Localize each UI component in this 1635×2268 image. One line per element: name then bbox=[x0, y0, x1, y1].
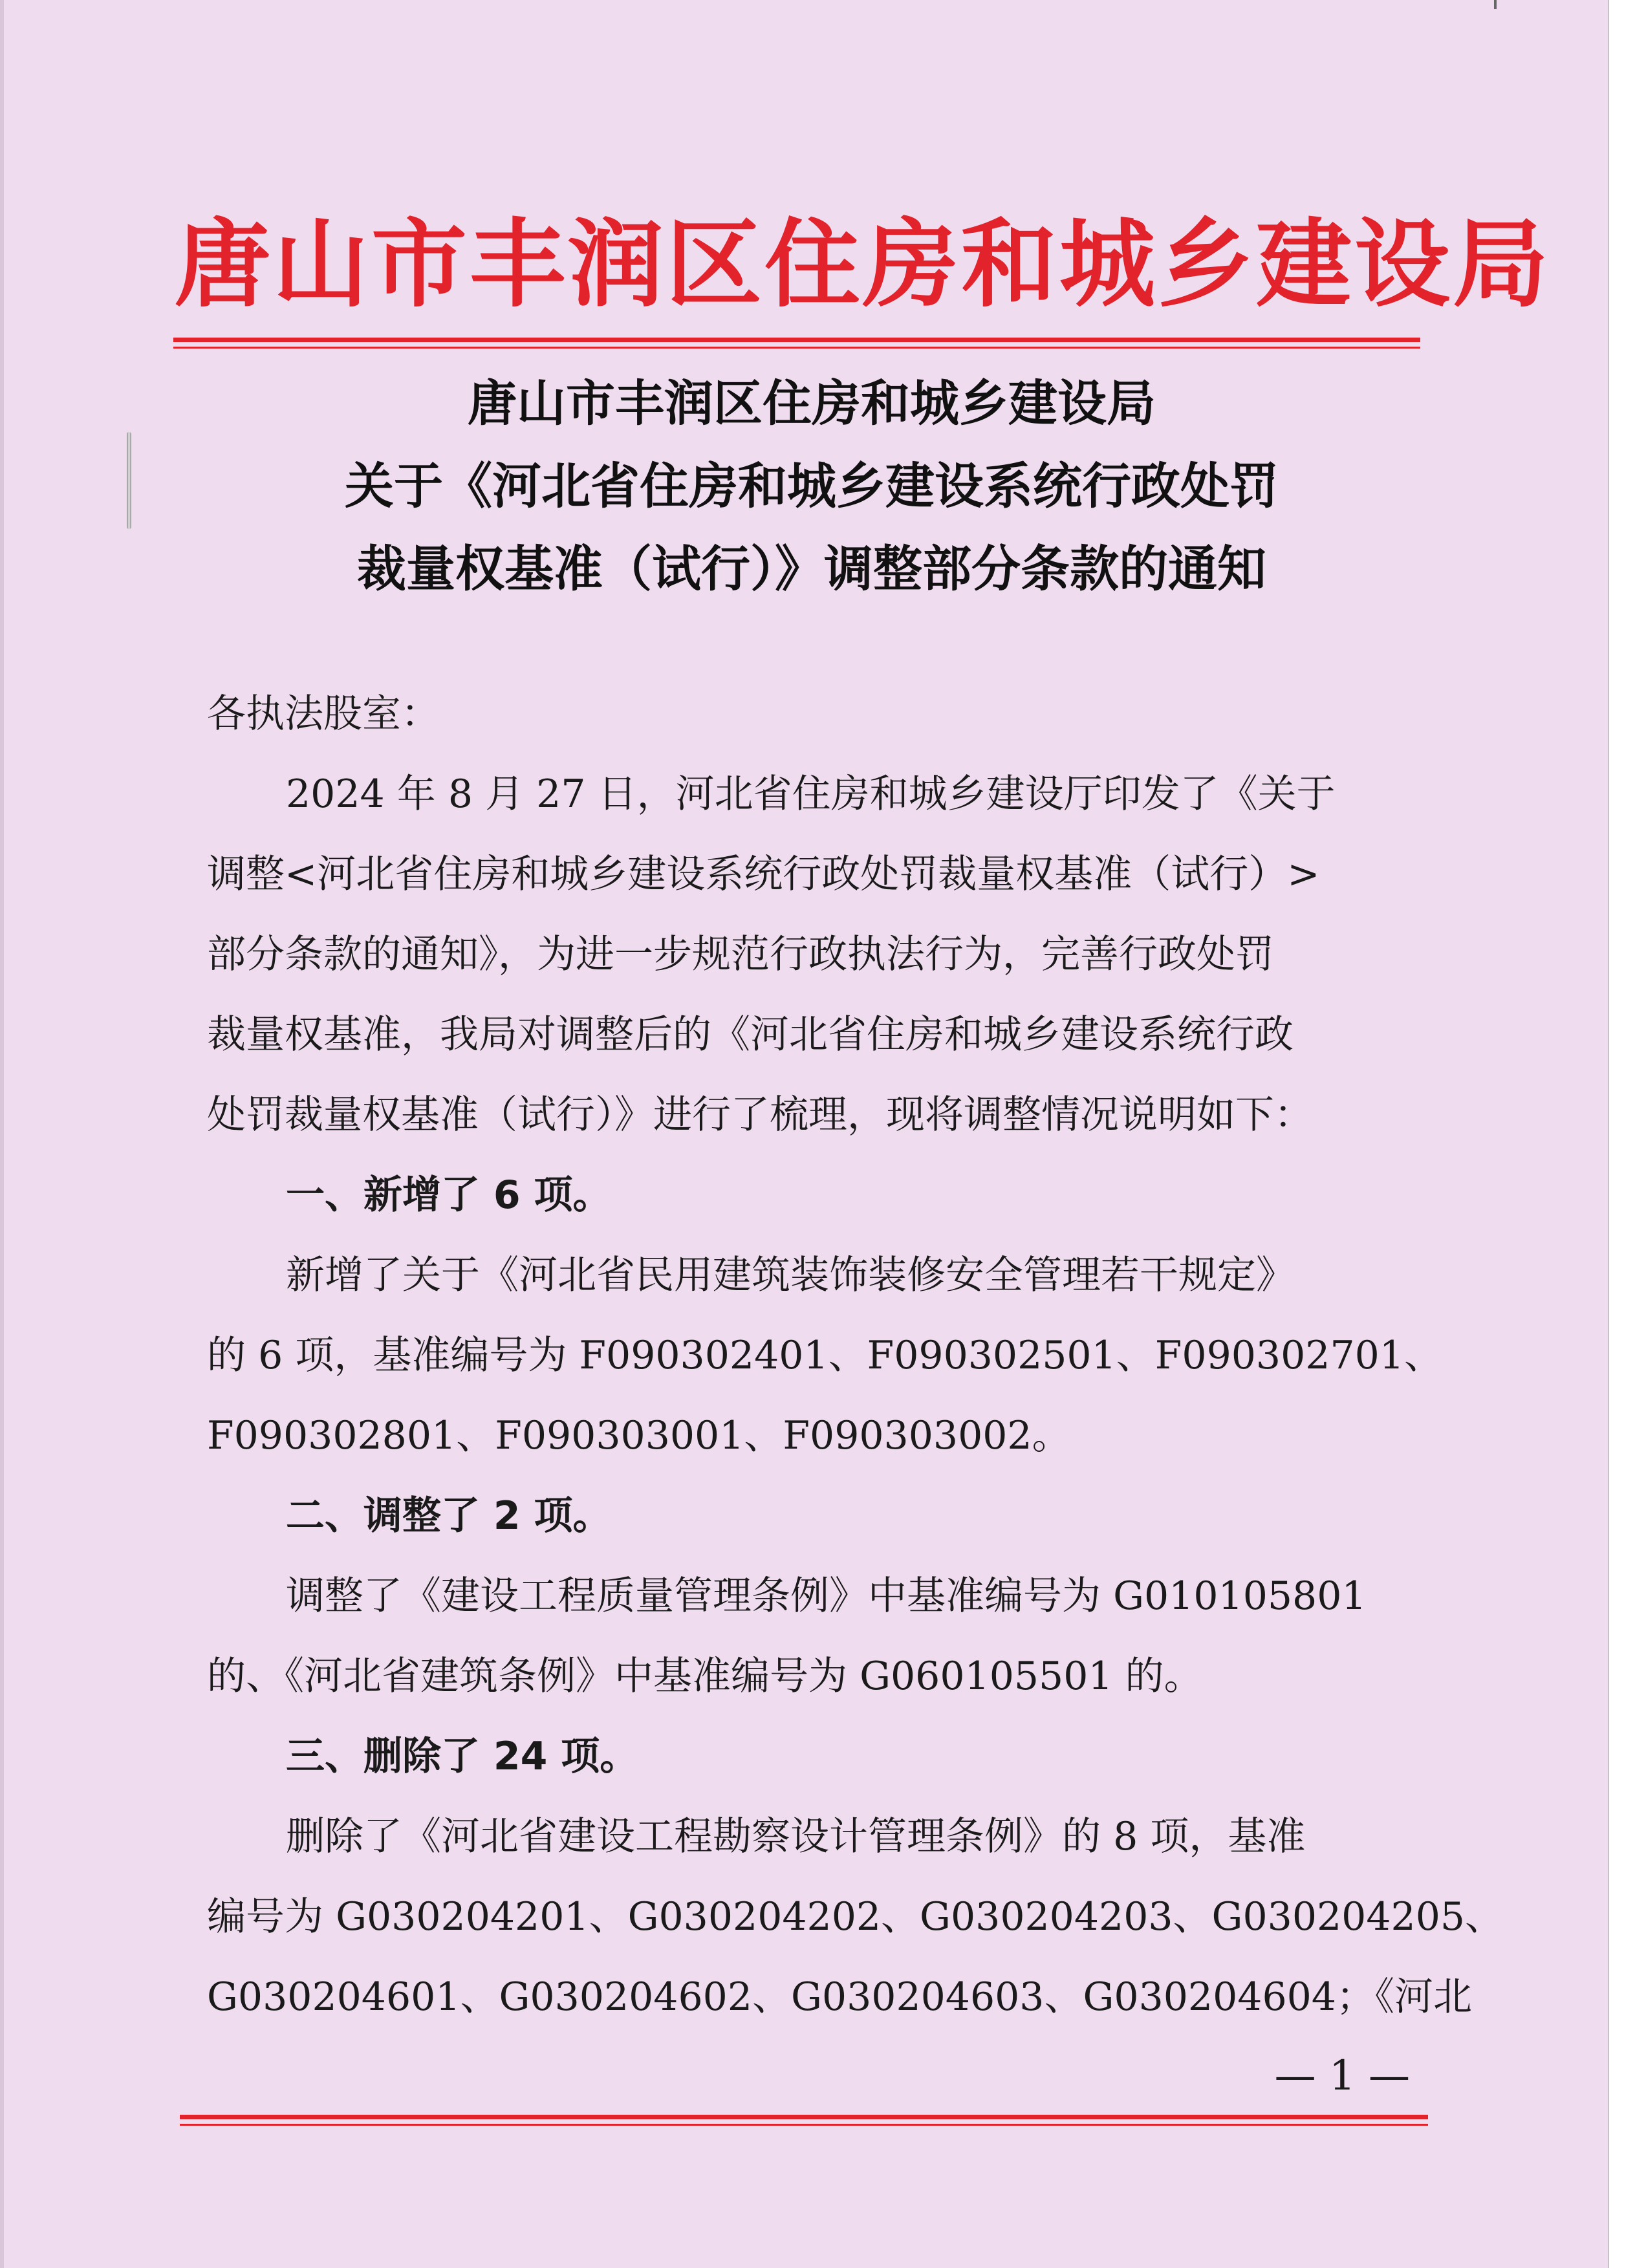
salutation: 各执法股室： bbox=[207, 691, 440, 737]
section-line: 调整了《建设工程质量管理条例》中基准编号为 G010105801 bbox=[286, 1573, 1367, 1619]
staple bbox=[127, 432, 131, 529]
section-heading: 三、删除了 24 项。 bbox=[286, 1734, 639, 1779]
scan-edge-left bbox=[0, 0, 4, 2268]
letterhead-title: 唐山市丰润区住房和城乡建设局 bbox=[175, 208, 1551, 320]
section-line: 的、《河北省建筑条例》中基准编号为 G060105501 的。 bbox=[207, 1654, 1203, 1699]
section-heading: 一、新增了 6 项。 bbox=[286, 1172, 612, 1218]
footer-rule-thick bbox=[180, 2115, 1428, 2119]
letterhead-rule-thin bbox=[173, 347, 1420, 349]
intro-line: 部分条款的通知》，为进一步规范行政执法行为，完善行政处罚 bbox=[207, 932, 1274, 977]
section-line: 删除了《河北省建设工程勘察设计管理条例》的 8 项，基准 bbox=[286, 1814, 1306, 1859]
section-heading: 二、调整了 2 项。 bbox=[286, 1493, 612, 1539]
footer-rule-thin bbox=[180, 2124, 1428, 2126]
scan-edge-right bbox=[1609, 0, 1635, 2268]
section-line: 编号为 G030204201、G030204202、G030204203、G030204205、 bbox=[207, 1894, 1504, 1939]
document-title-line: 唐山市丰润区住房和城乡建设局 bbox=[468, 374, 1156, 432]
letterhead-rule-thick bbox=[173, 338, 1420, 342]
scan-mark bbox=[1494, 0, 1497, 9]
document-title-line: 裁量权基准（试行）》调整部分条款的通知 bbox=[357, 540, 1266, 598]
intro-line: 裁量权基准，我局对调整后的《河北省住房和城乡建设系统行政 bbox=[207, 1012, 1294, 1057]
section-line: F090302801、F090303001、F090303002。 bbox=[207, 1413, 1071, 1458]
section-line: 新增了关于《河北省民用建筑装饰装修安全管理若干规定》 bbox=[286, 1253, 1295, 1298]
intro-line: 处罚裁量权基准（试行）》进行了梳理，现将调整情况说明如下： bbox=[207, 1092, 1313, 1138]
section-line: 的 6 项，基准编号为 F090302401、F090302501、F090302701、 bbox=[207, 1333, 1443, 1378]
page-number: — 1 — bbox=[1274, 2052, 1410, 2100]
document-title bbox=[213, 362, 1410, 610]
intro-line: 调整<河北省住房和城乡建设系统行政处罚裁量权基准（试行）> bbox=[207, 852, 1320, 897]
document-title-line: 关于《河北省住房和城乡建设系统行政处罚 bbox=[345, 457, 1279, 515]
section-line: G030204601、G030204602、G030204603、G030204604；《河北 bbox=[207, 1974, 1472, 2020]
intro-line: 2024 年 8 月 27 日，河北省住房和城乡建设厅印发了《关于 bbox=[286, 772, 1336, 817]
